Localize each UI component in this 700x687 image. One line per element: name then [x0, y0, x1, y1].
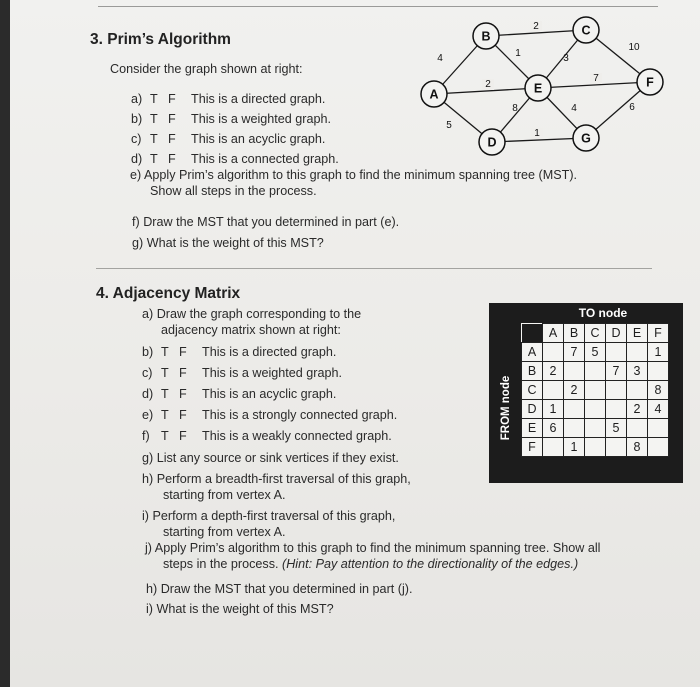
problem-3-part-e-line1: e) Apply Prim’s algorithm to this graph to find the minimum spanning tree (MST).: [130, 168, 578, 182]
adjacency-matrix-table: [521, 323, 669, 457]
item-marker: c): [142, 366, 153, 380]
matrix-row-header: C: [522, 381, 543, 400]
edge-weight-label: 3: [563, 53, 569, 64]
matrix-cell: [585, 362, 606, 381]
matrix-row: [522, 400, 669, 419]
item-marker: b): [142, 345, 154, 359]
item-marker: f): [142, 429, 150, 443]
matrix-row-header: B: [522, 362, 543, 381]
item-statement: This is a weighted graph.: [191, 112, 332, 126]
matrix-cell: 5: [585, 343, 606, 362]
matrix-cell: [606, 438, 627, 457]
problem-3-part-e-line2: Show all steps in the process.: [150, 184, 317, 198]
edge-weight-label: 10: [628, 42, 640, 53]
matrix-cell: 1: [543, 400, 564, 419]
item-statement: This is an acyclic graph.: [202, 387, 337, 401]
matrix-cell: 3: [627, 362, 648, 381]
item-statement: This is a weakly connected graph.: [202, 429, 392, 443]
matrix-cell: 4: [648, 400, 669, 419]
section-divider: [96, 268, 652, 269]
item-marker: d): [142, 387, 154, 401]
problem-3-intro: Consider the graph shown at right:: [110, 62, 303, 76]
edge-weight-label: 2: [485, 79, 491, 90]
matrix-row: [522, 438, 669, 457]
problem-4-part-i-line2: starting from vertex A.: [163, 525, 286, 539]
matrix-cell: 7: [606, 362, 627, 381]
true-false-choice: T F: [161, 345, 187, 359]
problem-3-part-f: f) Draw the MST that you determined in part (e).: [132, 215, 400, 229]
problem-4-part-h-line2: starting from vertex A.: [163, 488, 286, 502]
matrix-cell: [585, 438, 606, 457]
item-statement: This is a directed graph.: [202, 345, 337, 359]
matrix-cell: [648, 419, 669, 438]
from-node-label-wrap: [492, 360, 520, 460]
edge-weight-label: 8: [512, 103, 518, 114]
problem-4-part-a-line2: adjacency matrix shown at right:: [161, 323, 341, 337]
item-marker: a): [131, 92, 143, 106]
matrix-column-header: A: [543, 324, 564, 343]
matrix-cell: [543, 343, 564, 362]
matrix-cell: [648, 438, 669, 457]
matrix-cell: [606, 381, 627, 400]
matrix-cell: 5: [606, 419, 627, 438]
top-divider: [98, 6, 658, 7]
matrix-cell: [648, 362, 669, 381]
true-false-choice: T F: [161, 366, 187, 380]
problem-4-last-part-i: i) What is the weight of this MST?: [146, 602, 334, 616]
problem-4-part-a-line1: a) Draw the graph corresponding to the: [142, 307, 362, 321]
matrix-column-header: D: [606, 324, 627, 343]
matrix-cell: [585, 419, 606, 438]
edge-weight-label: 7: [593, 73, 599, 84]
problem-4-part-g: g) List any source or sink vertices if they exist.: [142, 451, 399, 465]
matrix-row: [522, 343, 669, 362]
graph-node-label: A: [429, 87, 439, 102]
part-j-hint: (Hint: Pay attention to the directionality of the edges.): [282, 557, 579, 571]
graph-node-label: C: [581, 23, 591, 38]
true-false-choice: T F: [161, 429, 187, 443]
matrix-row: [522, 362, 669, 381]
tf-item: [142, 366, 343, 380]
problem-4-title: 4. Adjacency Matrix: [96, 285, 241, 302]
item-statement: This is a strongly connected graph.: [202, 408, 398, 422]
matrix-row: [522, 419, 669, 438]
matrix-cell: [543, 381, 564, 400]
problem-4-part-j-line1: j) Apply Prim’s algorithm to this graph to find the minimum spanning tree. Show all: [145, 541, 601, 555]
matrix-corner: [522, 324, 543, 343]
matrix-cell: 8: [627, 438, 648, 457]
matrix-cell: [585, 400, 606, 419]
matrix-column-header: E: [627, 324, 648, 343]
worksheet-page: [10, 0, 700, 687]
matrix-cell: 2: [564, 381, 585, 400]
edge-weight-label: 1: [515, 48, 521, 59]
edge-weight-label: 2: [533, 21, 539, 32]
matrix-header-row: [522, 324, 669, 343]
true-false-choice: T F: [150, 132, 176, 146]
matrix-cell: 2: [627, 400, 648, 419]
matrix-cell: [564, 362, 585, 381]
edge-weight-label: 6: [629, 102, 635, 113]
graph-node-label: F: [646, 75, 654, 90]
matrix-cell: 6: [543, 419, 564, 438]
problem-4-part-h-line1: h) Perform a breadth-first traversal of this graph,: [142, 472, 411, 486]
tf-item: [142, 429, 392, 443]
edge-weight-label: 4: [437, 53, 443, 64]
item-marker: c): [131, 132, 142, 146]
true-false-choice: T F: [150, 92, 176, 106]
edge-weight-label: 5: [446, 120, 452, 131]
matrix-cell: [585, 381, 606, 400]
matrix-cell: [543, 438, 564, 457]
item-marker: d): [131, 152, 143, 166]
graph-node-label: D: [487, 135, 497, 150]
true-false-choice: T F: [150, 112, 176, 126]
matrix-cell: [606, 343, 627, 362]
graph-node-label: E: [533, 81, 543, 96]
true-false-choice: T F: [161, 387, 187, 401]
tf-item: [131, 112, 332, 126]
tf-item: [142, 408, 398, 422]
matrix-cell: [564, 400, 585, 419]
matrix-cell: [564, 419, 585, 438]
matrix-cell: [627, 381, 648, 400]
matrix-row-header: D: [522, 400, 543, 419]
matrix-cell: 1: [564, 438, 585, 457]
matrix-cell: [606, 400, 627, 419]
graph-node-label: G: [581, 131, 591, 146]
edge-weight-label: 1: [534, 128, 540, 139]
item-marker: b): [131, 112, 143, 126]
tf-item: [131, 92, 326, 106]
matrix-cell: 1: [648, 343, 669, 362]
true-false-choice: T F: [161, 408, 187, 422]
matrix-column-header: C: [585, 324, 606, 343]
part-j-text: steps in the process.: [163, 557, 283, 571]
tf-item: [142, 387, 337, 401]
matrix-cell: [627, 343, 648, 362]
problem-4-part-j-line2: [163, 557, 578, 571]
matrix-row: [522, 381, 669, 400]
graph-node-label: B: [481, 29, 491, 44]
item-statement: This is a directed graph.: [191, 92, 326, 106]
problem-4-part-i-line1: i) Perform a depth-first traversal of this graph,: [142, 509, 396, 523]
matrix-cell: 2: [543, 362, 564, 381]
matrix-row-header: A: [522, 343, 543, 362]
problem-4-last-part-h: h) Draw the MST that you determined in part (j).: [146, 582, 413, 596]
from-node-label: FROM node: [500, 375, 512, 441]
matrix-row-header: E: [522, 419, 543, 438]
to-node-label: TO node: [578, 306, 628, 320]
true-false-choice: T F: [150, 152, 176, 166]
item-statement: This is a connected graph.: [191, 152, 339, 166]
edge-weight-label: 4: [571, 103, 577, 114]
tf-item: [131, 152, 339, 166]
item-statement: This is a weighted graph.: [202, 366, 343, 380]
matrix-column-header: F: [648, 324, 669, 343]
item-marker: e): [142, 408, 154, 422]
matrix-row-header: F: [522, 438, 543, 457]
problem-3-title: 3. Prim’s Algorithm: [90, 31, 231, 48]
matrix-cell: [627, 419, 648, 438]
problem-3-part-g: g) What is the weight of this MST?: [132, 236, 324, 250]
weighted-graph-figure: [400, 14, 690, 164]
tf-item: [142, 345, 337, 359]
tf-item: [131, 132, 326, 146]
matrix-column-header: B: [564, 324, 585, 343]
matrix-cell: 7: [564, 343, 585, 362]
item-statement: This is an acyclic graph.: [191, 132, 326, 146]
matrix-cell: 8: [648, 381, 669, 400]
